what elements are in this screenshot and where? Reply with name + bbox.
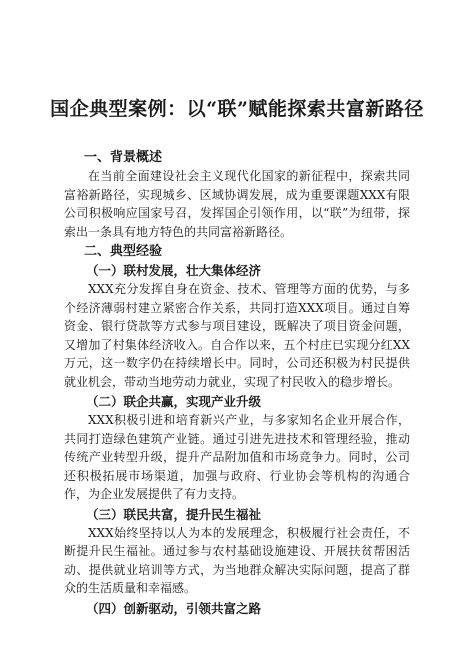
subsection-heading-4: （四）创新驱动，引领共富之路: [86, 600, 262, 616]
subsection-paragraph-3: XXX始终坚持以人为本的发展理念，积极履行社会责任，不断提升民生福祉。通过参与农村基础设施建设、开展扶贫帮困活动、提供就业培训等方式，为当地群众解决实际问题，提高了群众的生活质量和幸福感。: [64, 525, 410, 595]
subsection-heading-2: （二）联企共赢，实现产业升级: [86, 394, 262, 409]
background-paragraph: 在当前全面建设社会主义现代化国家的新征程中，探索共同富裕新路径，实现城乡、区域协调发展，成为重要课题XXX有限公司积极响应国家号召，发挥国企引领作用，以“联”为纽带，探索出一条具有地方特色的共同富裕新路径。: [64, 169, 410, 239]
document-body: [64, 148, 410, 618]
subsection-heading-1: （一）联村发展，壮大集体经济: [86, 263, 262, 278]
section-heading-background: 一、背景概述: [84, 150, 163, 165]
document-title: 国企典型案例：以“联”赋能探索共富新路径: [50, 98, 424, 120]
subsection-paragraph-2: XXX积极引进和培育新兴产业，与多家知名企业开展合作，共同打造绿色建筑产业链。通过引进先进技术和管理经验，推动传统产业转型升级，提升产品附加值和市场竞争力。同时，公司还积极拓展市场渠道，加强与政府、行业协会等机构的沟通合作，为企业发展提供了有力支持。: [64, 413, 410, 501]
subsection-paragraph-1: XXX充分发挥自身在资金、技术、管理等方面的优势，与多个经济薄弱村建立紧密合作关系，共同打造XXX项目。通过自筹资金、银行贷款等方式参与项目建设，既解决了项目资金问题，又增加了村集体经济收入。自合作以来，五个村庄已实现分红XX万元，这一数字仍在持续增长中。同时，公司还积极为村民提供就业机会，带动当地劳动力就业，实现了村民收入的稳步增长。: [64, 282, 410, 389]
subsection-heading-3: （三）联民共富，提升民生福祉: [86, 506, 262, 522]
section-heading-experience: 二、典型经验: [84, 244, 163, 259]
